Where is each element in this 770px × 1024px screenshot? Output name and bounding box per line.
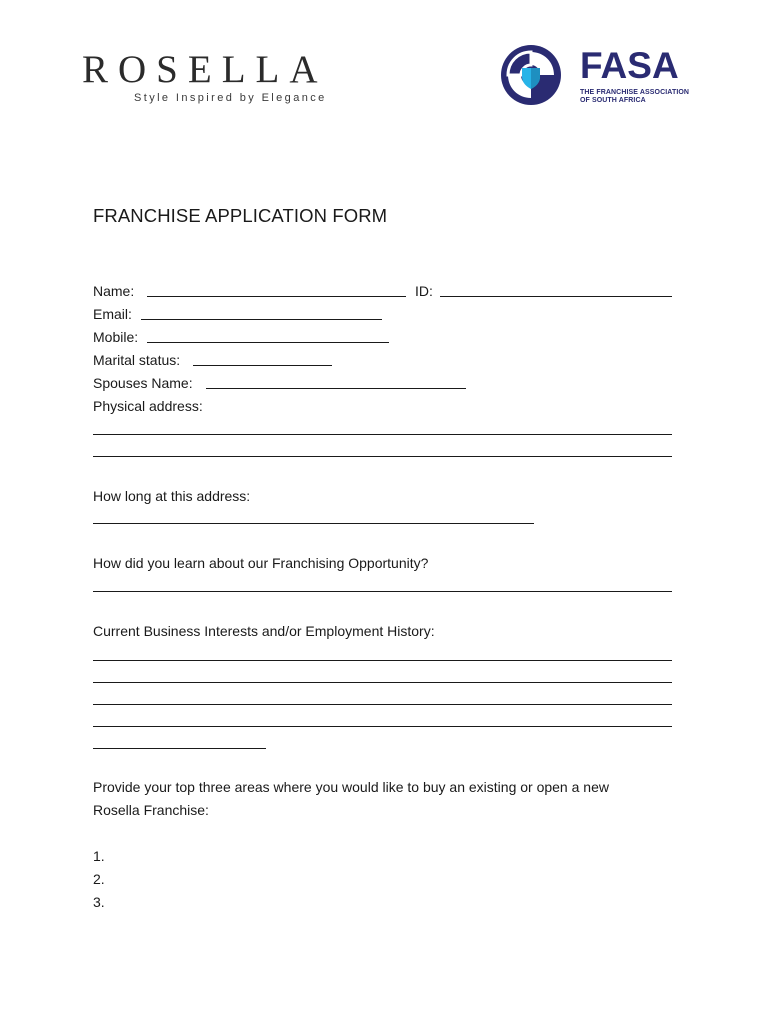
business-interests-line-5[interactable]: [93, 748, 266, 749]
learn-about-input-line[interactable]: [93, 591, 672, 592]
spouses-name-input-line[interactable]: [206, 388, 466, 389]
business-interests-line-3[interactable]: [93, 704, 672, 705]
id-input-line[interactable]: [440, 296, 672, 297]
marital-status-label: Marital status:: [93, 352, 181, 368]
business-interests-line-1[interactable]: [93, 660, 672, 661]
id-label: ID:: [415, 283, 433, 299]
spouses-name-label: Spouses Name:: [93, 375, 193, 391]
business-interests-label: Current Business Interests and/or Employment History:: [93, 623, 435, 639]
physical-address-label: Physical address:: [93, 398, 203, 414]
marital-status-input-line[interactable]: [193, 365, 332, 366]
fasa-logo: [500, 44, 700, 106]
name-label: Name:: [93, 283, 135, 299]
rosella-logo: [82, 50, 372, 104]
fasa-subtitle: [580, 89, 689, 105]
fasa-wordmark: FASA: [580, 45, 679, 86]
fasa-subtitle-line1: THE FRANCHISE ASSOCIATION: [580, 89, 690, 96]
how-long-label: How long at this address:: [93, 488, 251, 504]
how-long-input-line[interactable]: [93, 523, 534, 524]
physical-address-line-1[interactable]: [93, 434, 672, 435]
list-item-1: 1.: [93, 848, 105, 864]
mobile-label: Mobile:: [93, 329, 139, 345]
fasa-subtitle-line2: OF SOUTH AFRICA: [580, 97, 646, 104]
rosella-wordmark: ROSELLA: [82, 48, 328, 91]
list-item-2: 2.: [93, 871, 105, 887]
fasa-emblem-icon: [500, 44, 562, 106]
areas-label-line1: Provide your top three areas where you would like to buy an existing or open a new: [93, 779, 609, 795]
business-interests-line-4[interactable]: [93, 726, 672, 727]
form-title: FRANCHISE APPLICATION FORM: [93, 205, 388, 226]
business-interests-line-2[interactable]: [93, 682, 672, 683]
name-input-line[interactable]: [147, 296, 406, 297]
email-input-line[interactable]: [141, 319, 382, 320]
areas-label-line2: Rosella Franchise:: [93, 802, 209, 818]
list-item-3: 3.: [93, 894, 105, 910]
learn-about-label: How did you learn about our Franchising Opportunity?: [93, 555, 429, 571]
rosella-tagline: Style Inspired by Elegance: [134, 92, 327, 104]
email-label: Email:: [93, 306, 132, 322]
physical-address-line-2[interactable]: [93, 456, 672, 457]
mobile-input-line[interactable]: [147, 342, 389, 343]
